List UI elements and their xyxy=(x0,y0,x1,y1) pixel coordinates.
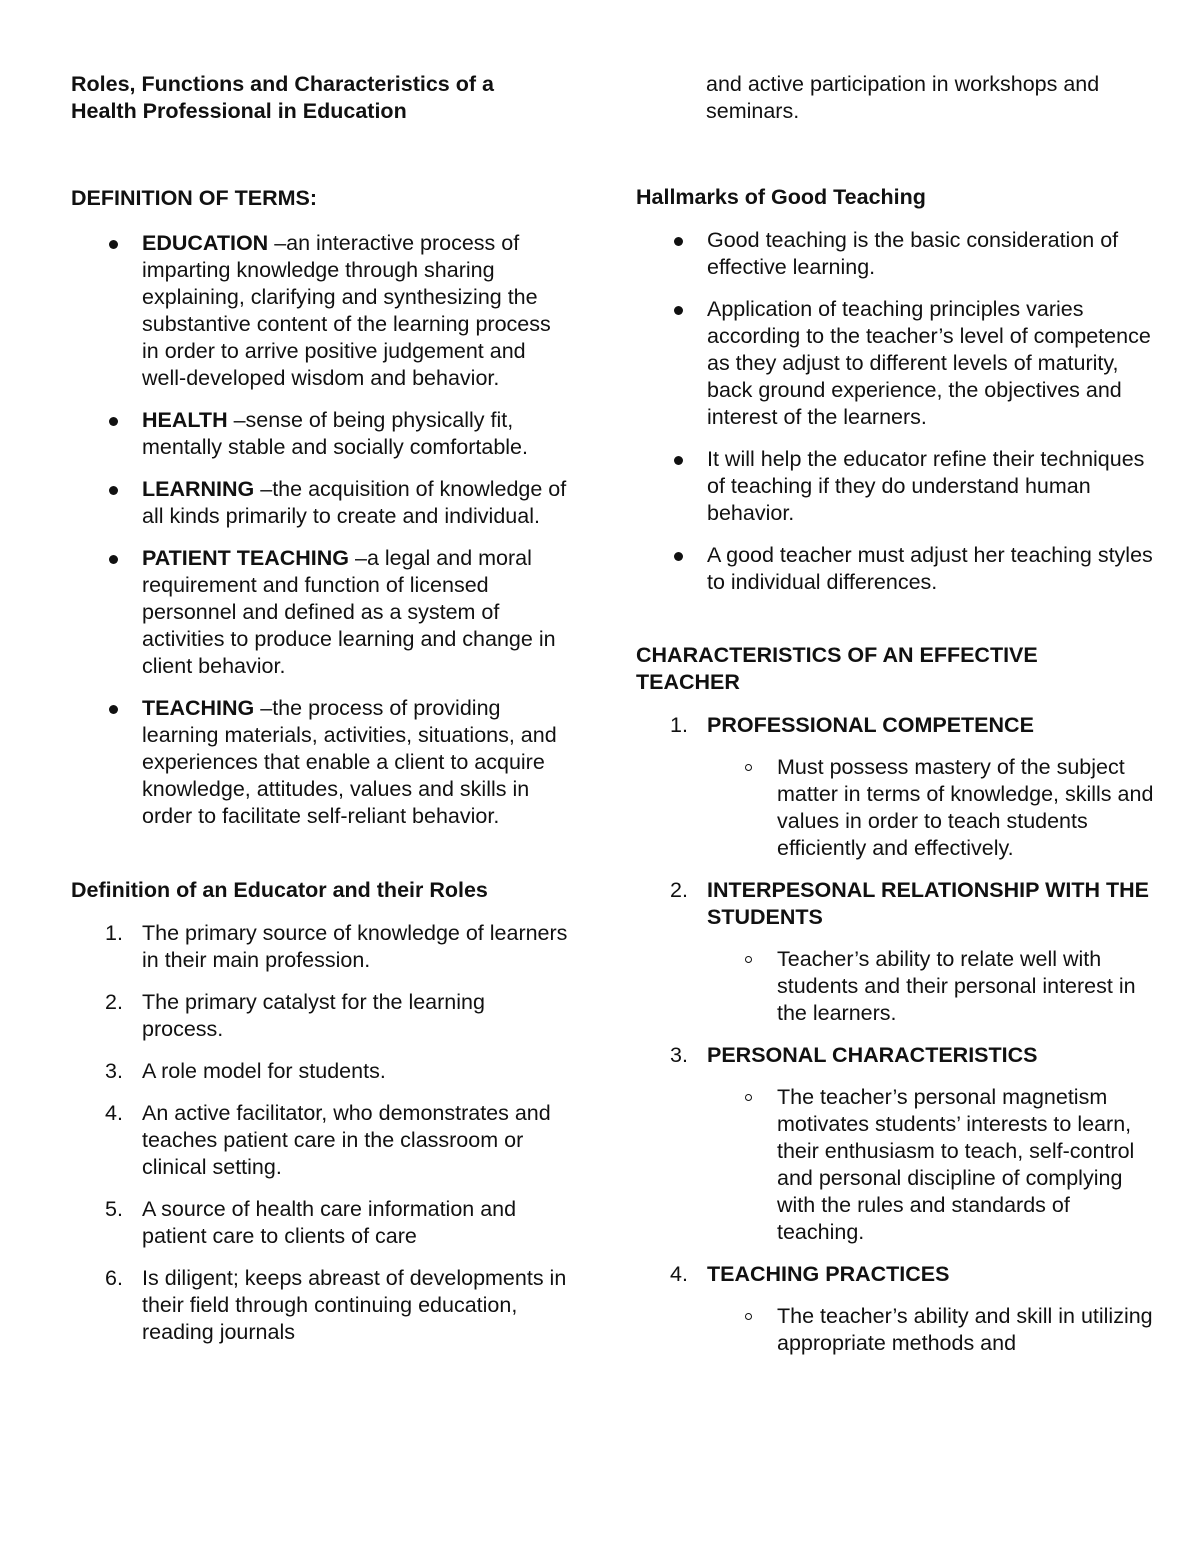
item-text: A good teacher must adjust her teaching styles to individual differences. xyxy=(707,543,1153,594)
term-definition: –the acquisition of knowledge of all kinds primarily to create and individual. xyxy=(142,477,567,528)
sub-item-text: The teacher’s personal magnetism motivates students’ interests to learn, their enthusiasm to teach, self-control and personal discipline of complying with the rules and standards of teaching. xyxy=(777,1085,1135,1244)
list-item xyxy=(71,1196,571,1250)
term: TEACHING xyxy=(142,696,255,720)
sub-list-item xyxy=(707,754,1156,862)
sub-list-item xyxy=(707,946,1156,1027)
circle-bullet-icon xyxy=(745,1094,752,1101)
item-number: 3. xyxy=(105,1059,123,1083)
characteristics-heading xyxy=(636,642,1156,696)
circle-bullet-icon xyxy=(745,1313,752,1320)
item-number: 6. xyxy=(105,1266,123,1290)
item-text: It will help the educator refine their techniques of teaching if they do understand human behavior. xyxy=(707,447,1145,525)
item-text: The primary catalyst for the learning process. xyxy=(142,990,485,1041)
list-item xyxy=(71,989,571,1043)
bullet-icon xyxy=(109,486,118,495)
list-item xyxy=(71,407,571,461)
item-text: The primary source of knowledge of learners in their main profession. xyxy=(142,921,568,972)
item-title: PROFESSIONAL COMPETENCE xyxy=(707,713,1034,737)
bullet-icon xyxy=(109,417,118,426)
item-text: Application of teaching principles varies according to the teacher’s level of competence as they adjust to different levels of maturity, back ground experience, the objectives and interest of the learners. xyxy=(707,297,1151,429)
sub-list xyxy=(707,754,1156,862)
list-item xyxy=(636,712,1156,862)
item-title: PERSONAL CHARACTERISTICS xyxy=(707,1043,1038,1067)
bullet-icon xyxy=(109,555,118,564)
item-number: 4. xyxy=(670,1262,688,1286)
right-column xyxy=(636,71,1156,1372)
list-item xyxy=(636,1042,1156,1246)
title-line-2: Health Professional in Education xyxy=(71,99,407,123)
list-item xyxy=(71,476,571,530)
list-item xyxy=(636,1261,1156,1357)
document-title xyxy=(71,71,571,125)
characteristics-heading-line-1: CHARACTERISTICS OF AN EFFECTIVE xyxy=(636,643,1038,667)
item-text: Good teaching is the basic consideration of effective learning. xyxy=(707,228,1119,279)
item-text: Is diligent; keeps abreast of developments in their field through continuing education, reading journals xyxy=(142,1266,567,1344)
sub-item-text: The teacher’s ability and skill in utilizing appropriate methods and xyxy=(777,1304,1153,1355)
term: EDUCATION xyxy=(142,231,269,255)
item-number: 2. xyxy=(670,878,688,902)
definition-list xyxy=(71,230,571,830)
characteristics-heading-line-2: TEACHER xyxy=(636,670,740,694)
term: PATIENT TEACHING xyxy=(142,546,350,570)
list-item xyxy=(636,542,1156,596)
list-item xyxy=(71,1265,571,1346)
bullet-icon xyxy=(674,552,683,561)
hallmarks-list xyxy=(636,227,1156,596)
list-item xyxy=(636,227,1156,281)
left-column xyxy=(71,71,571,1361)
item-number: 4. xyxy=(105,1101,123,1125)
characteristics-list xyxy=(636,712,1156,1357)
sub-list-item xyxy=(707,1303,1156,1357)
bullet-icon xyxy=(109,705,118,714)
term: HEALTH xyxy=(142,408,228,432)
educator-roles-heading: Definition of an Educator and their Roles xyxy=(71,878,488,902)
sub-list-item xyxy=(707,1084,1156,1246)
bullet-icon xyxy=(674,237,683,246)
list-item xyxy=(71,1100,571,1181)
item-number: 1. xyxy=(105,921,123,945)
list-item xyxy=(71,920,571,974)
sub-item-text: Teacher’s ability to relate well with students and their personal interest in the learners. xyxy=(777,947,1136,1025)
list-item xyxy=(71,230,571,392)
term-definition: –sense of being physically fit, mentally stable and socially comfortable. xyxy=(142,408,528,459)
continuation-text: and active participation in workshops and seminars. xyxy=(706,72,1100,123)
hallmarks-heading: Hallmarks of Good Teaching xyxy=(636,185,926,209)
sub-list xyxy=(707,946,1156,1027)
sub-item-text: Must possess mastery of the subject matter in terms of knowledge, skills and values in order to teach students efficiently and effectively. xyxy=(777,755,1154,860)
list-item xyxy=(71,1058,571,1085)
educator-roles-list xyxy=(71,920,571,1346)
item-number: 2. xyxy=(105,990,123,1014)
item-text: An active facilitator, who demonstrates and teaches patient care in the classroom or clinical setting. xyxy=(142,1101,551,1179)
term-definition: –the process of providing learning materials, activities, situations, and experiences that enable a client to acquire knowledge, attitudes, values and skills in order to facilitate self-reliant behavior. xyxy=(142,696,557,828)
circle-bullet-icon xyxy=(745,956,752,963)
item-number: 1. xyxy=(670,713,688,737)
definition-of-terms-heading: DEFINITION OF TERMS: xyxy=(71,186,318,210)
bullet-icon xyxy=(674,306,683,315)
title-line-1: Roles, Functions and Characteristics of a xyxy=(71,72,494,96)
bullet-icon xyxy=(674,456,683,465)
item-number: 3. xyxy=(670,1043,688,1067)
list-item xyxy=(71,695,571,830)
sub-list xyxy=(707,1303,1156,1357)
list-item xyxy=(636,446,1156,527)
list-item xyxy=(71,545,571,680)
list-item xyxy=(636,877,1156,1027)
item-text: A source of health care information and patient care to clients of care xyxy=(142,1197,517,1248)
term-definition: –an interactive process of imparting knowledge through sharing explaining, clarifying and synthesizing the substantive content of the learning process in order to arrive positive judgement and well-developed wisdom and behavior. xyxy=(142,231,551,390)
term-definition: –a legal and moral requirement and function of licensed personnel and defined as a system of activities to produce learning and change in client behavior. xyxy=(142,546,556,678)
item-title: INTERPESONAL RELATIONSHIP WITH THE STUDENTS xyxy=(707,878,1149,929)
item-number: 5. xyxy=(105,1197,123,1221)
sub-list xyxy=(707,1084,1156,1246)
item-text: A role model for students. xyxy=(142,1059,386,1083)
term: LEARNING xyxy=(142,477,255,501)
list-item xyxy=(636,296,1156,431)
circle-bullet-icon xyxy=(745,764,752,771)
item-title: TEACHING PRACTICES xyxy=(707,1262,950,1286)
bullet-icon xyxy=(109,240,118,249)
